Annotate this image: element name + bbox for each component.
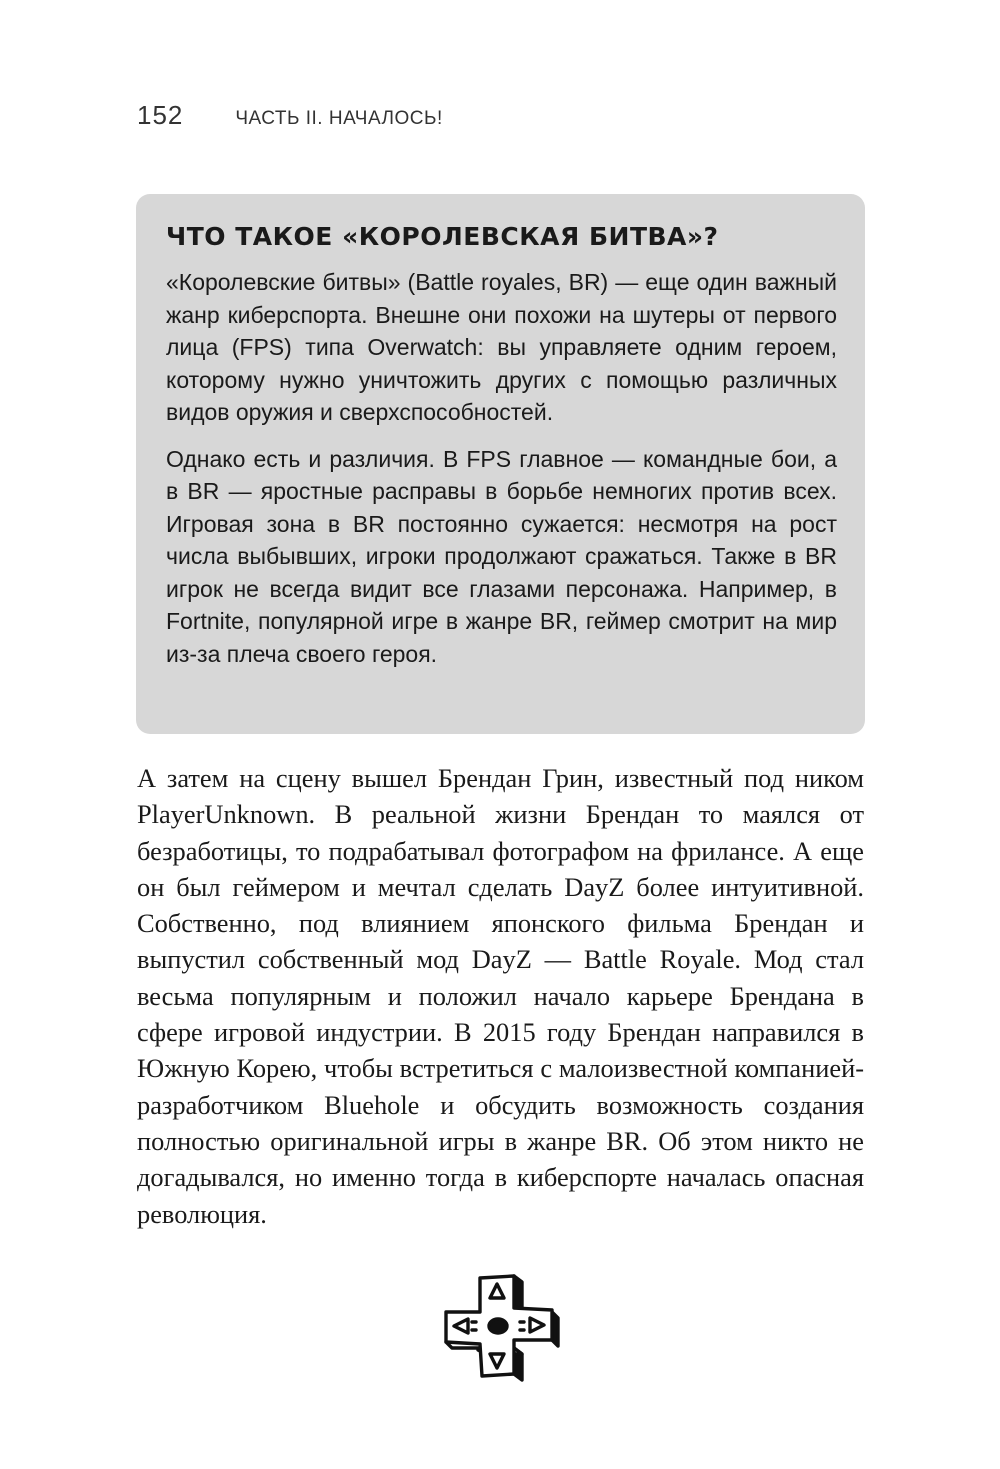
sidebar-box [136,194,865,734]
gamepad-dpad-icon [438,1268,562,1386]
sidebar-heading: ЧТО ТАКОЕ «КОРОЛЕВСКАЯ БИТВА»? [166,222,719,251]
running-head [137,100,443,140]
body-paragraph: А затем на сцену вышел Брендан Грин, известный под ником PlayerUnknown. В реальной жизни Брендан то маялся от безработицы, то подрабатывал фотографом на фрилансе. А еще он был геймером и мечтал сделать DayZ более интуитивной. Собственно, под влиянием японского фильма Брендан и выпустил собственный мод DayZ — Battle Royale. Мод стал весьма популярным и положил начало карьере Брендана в сфере игровой индустрии. В 2015 году Брендан направился в Южную Корею, чтобы встретиться с малоизвестной компанией-разработчиком Bluehole и обсудить возможность создания полностью оригинальной игры в жанре BR. Об этом никто не догадывался, но именно тогда в киберспорте началась опасная революция. [137,763,864,1229]
section-title: ЧАСТЬ II. НАЧАЛОСЬ! [235,108,443,129]
sidebar-paragraph-2: Однако есть и различия. В FPS главное — командные бои, а в BR — яростные расправы в борьбе немногих против всех. Игровая зона в BR постоянно сужается: несмотря на рост числа выбывших, игроки продолжают сражаться. Также в BR игрок не всегда видит все глазами персонажа. Например, в Fortnite, популярной игре в жанре BR, геймер смотрит на мир из-за плеча своего героя. [166,445,837,667]
page-number: 152 [137,100,184,130]
sidebar-paragraph-1: «Королевские битвы» (Battle royales, BR) — еще один важный жанр киберспорта. Внешне они похожи на шутеры от первого лица (FPS) типа Overwatch: вы управляете одним героем, которому нужно уничтожить других с помощью различных видов оружия и сверхспособностей. [166,269,837,425]
